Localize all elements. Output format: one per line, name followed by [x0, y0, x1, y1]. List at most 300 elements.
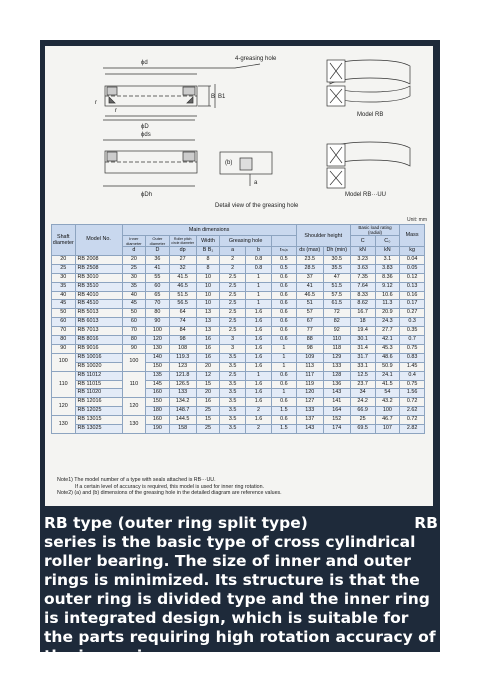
table-cell: 45 — [52, 300, 76, 309]
table-cell: 43.2 — [375, 398, 400, 407]
table-cell: 164 — [323, 407, 350, 416]
table-cell: 7.35 — [350, 273, 375, 282]
table-cell: 0.6 — [271, 398, 296, 407]
table-cell: 2.5 — [220, 371, 246, 380]
table-cell: 1.56 — [400, 389, 425, 398]
table-cell: 16 — [196, 398, 220, 407]
th-C: C — [350, 236, 375, 247]
th-greasing: Greasing hole — [220, 236, 272, 247]
unit-label: Unit: mm — [407, 217, 427, 223]
table-cell: 2 — [246, 407, 272, 416]
table-cell: 27 — [169, 255, 196, 264]
label-ds: ϕds — [141, 132, 151, 138]
table-cell: 25 — [52, 264, 76, 273]
table-row — [52, 407, 425, 416]
table-cell: 54 — [375, 389, 400, 398]
table-cell: RB 3510 — [75, 282, 122, 291]
th-inner: Inner diameter — [122, 236, 146, 247]
table-cell: 0.8 — [246, 255, 272, 264]
table-row — [52, 416, 425, 425]
note-1: Note1) The model number of a type with seals attached is RB···UU. — [57, 477, 216, 483]
th-rmin: rₘᵢₙ — [271, 247, 296, 256]
table-cell: 100 — [146, 327, 170, 336]
table-cell: 41.5 — [375, 380, 400, 389]
spec-table — [51, 224, 425, 434]
th-load: Basic load rating (radial) — [350, 225, 399, 236]
table-cell: 50.9 — [375, 362, 400, 371]
table-cell: 28.5 — [296, 264, 323, 273]
table-cell: 20 — [196, 389, 220, 398]
table-cell: 16 — [196, 336, 220, 345]
table-cell: 0.35 — [400, 327, 425, 336]
table-cell: 1 — [271, 389, 296, 398]
table-cell-shaft: 110 — [52, 371, 76, 398]
bearing-drawings — [45, 46, 433, 218]
table-row — [52, 389, 425, 398]
table-cell-inner: 100 — [122, 353, 146, 371]
table-cell: 0.72 — [400, 416, 425, 425]
table-cell: 40 — [122, 291, 146, 300]
table-cell: 11.3 — [375, 300, 400, 309]
table-cell: 130 — [146, 344, 170, 353]
th-kN1: kN — [350, 247, 375, 256]
table-cell: 129 — [323, 353, 350, 362]
table-cell: 0.13 — [400, 282, 425, 291]
table-row — [52, 282, 425, 291]
table-cell: 0.6 — [271, 309, 296, 318]
table-cell: 141 — [323, 398, 350, 407]
table-cell: 35.5 — [323, 264, 350, 273]
table-cell: 133 — [296, 407, 323, 416]
table-row — [52, 380, 425, 389]
table-cell: RB 7013 — [75, 327, 122, 336]
table-cell: 3.1 — [375, 255, 400, 264]
table-cell: 2.5 — [220, 291, 246, 300]
table-cell: 2.5 — [220, 300, 246, 309]
table-cell: 0.6 — [271, 371, 296, 380]
note-2: Note2) (a) and (b) dimensions of the greasing hole in the detailed diagram are reference values. — [57, 490, 282, 497]
table-cell-inner: 120 — [122, 398, 146, 416]
table-cell: 42.1 — [375, 336, 400, 345]
label-detail-view: Detail view of the greasing hole — [215, 203, 299, 209]
table-cell: 80 — [52, 336, 76, 345]
table-cell: 0.8 — [246, 264, 272, 273]
table-cell: 33.1 — [350, 362, 375, 371]
table-cell: 3 — [220, 336, 246, 345]
table-cell: 123 — [169, 362, 196, 371]
th-mass: Mass — [400, 225, 425, 247]
table-cell: 0.75 — [400, 380, 425, 389]
table-cell: 152 — [323, 416, 350, 425]
table-cell: 0.6 — [271, 416, 296, 425]
table-cell: 2.62 — [400, 407, 425, 416]
table-cell: RB 10016 — [75, 353, 122, 362]
table-cell: 150 — [146, 362, 170, 371]
th-model: Model No. — [75, 225, 122, 256]
table-row — [52, 336, 425, 345]
table-cell: 1.6 — [246, 362, 272, 371]
notes — [57, 477, 282, 497]
table-row — [52, 353, 425, 362]
table-cell: 160 — [146, 416, 170, 425]
spec-table-body — [52, 255, 425, 433]
table-cell: 0.05 — [400, 264, 425, 273]
table-cell: 160 — [146, 389, 170, 398]
th-b: b — [246, 247, 272, 256]
label-r: r — [95, 100, 97, 106]
table-cell: 3 — [220, 344, 246, 353]
table-cell: 46.5 — [169, 282, 196, 291]
table-cell: 3.83 — [375, 264, 400, 273]
label-model-rb: Model RB — [357, 112, 384, 118]
table-cell: RB 10020 — [75, 362, 122, 371]
table-cell: RB 2008 — [75, 255, 122, 264]
table-cell: 0.7 — [400, 336, 425, 345]
table-cell: 1.6 — [246, 398, 272, 407]
th-kN2: kN — [375, 247, 400, 256]
table-cell: RB 8016 — [75, 336, 122, 345]
table-cell: 50 — [52, 309, 76, 318]
table-cell: 41 — [296, 282, 323, 291]
table-cell: RB 11015 — [75, 380, 122, 389]
table-cell: 50 — [122, 309, 146, 318]
table-cell: 137 — [296, 416, 323, 425]
table-cell: 46.5 — [296, 291, 323, 300]
table-cell: 113 — [296, 362, 323, 371]
table-cell: 35 — [122, 282, 146, 291]
table-row — [52, 362, 425, 371]
table-row — [52, 273, 425, 282]
table-cell: 3.5 — [220, 425, 246, 434]
table-cell: 1.6 — [246, 327, 272, 336]
table-cell: 144.5 — [169, 416, 196, 425]
table-cell: RB 5013 — [75, 309, 122, 318]
table-cell: 3.5 — [220, 380, 246, 389]
table-cell-shaft: 120 — [52, 398, 76, 416]
table-cell: 8 — [196, 255, 220, 264]
table-cell: 145 — [146, 380, 170, 389]
table-cell: RB 13025 — [75, 425, 122, 434]
table-cell: 2.82 — [400, 425, 425, 434]
table-cell: 72 — [323, 309, 350, 318]
table-cell: 121.8 — [169, 371, 196, 380]
table-cell: 1 — [246, 291, 272, 300]
table-cell: 1 — [246, 371, 272, 380]
table-cell: 18 — [350, 318, 375, 327]
label-b1: B1 — [218, 94, 226, 100]
table-cell: 70 — [122, 327, 146, 336]
table-cell: 92 — [323, 327, 350, 336]
table-cell: 127 — [296, 398, 323, 407]
table-cell: 1.6 — [246, 380, 272, 389]
table-cell: 48.6 — [375, 353, 400, 362]
table-cell-inner: 110 — [122, 371, 146, 398]
table-cell: 7.64 — [350, 282, 375, 291]
table-cell: 64 — [169, 309, 196, 318]
table-row — [52, 300, 425, 309]
table-cell: 133 — [323, 362, 350, 371]
table-cell: RB 9016 — [75, 344, 122, 353]
table-cell: 66.9 — [350, 407, 375, 416]
table-cell: RB 12016 — [75, 398, 122, 407]
table-cell: 0.3 — [400, 318, 425, 327]
table-cell: 2.5 — [220, 318, 246, 327]
table-cell: 60 — [146, 282, 170, 291]
table-cell: 1.6 — [246, 336, 272, 345]
label-a-small: a — [254, 180, 258, 186]
table-cell: 98 — [169, 336, 196, 345]
table-cell: 0.6 — [271, 380, 296, 389]
table-cell: 0.5 — [271, 264, 296, 273]
table-cell: 41.5 — [169, 273, 196, 282]
table-cell: 25 — [350, 416, 375, 425]
table-cell: 10 — [196, 300, 220, 309]
table-cell: 143 — [323, 389, 350, 398]
table-cell: 1.6 — [246, 389, 272, 398]
table-cell: 0.6 — [271, 291, 296, 300]
table-cell: 3.5 — [220, 362, 246, 371]
table-cell: 3.5 — [220, 398, 246, 407]
th-rmin-top — [271, 236, 296, 247]
table-cell: 46.7 — [375, 416, 400, 425]
table-cell: 13 — [196, 327, 220, 336]
caption — [44, 514, 438, 666]
label-model-rb-uu: Model RB···UU — [345, 192, 387, 198]
table-cell: 120 — [296, 389, 323, 398]
table-cell: 27.7 — [375, 327, 400, 336]
th-kg: kg — [400, 247, 425, 256]
table-cell: 98 — [296, 344, 323, 353]
table-cell: 3.5 — [220, 416, 246, 425]
th-main-dimensions: Main dimensions — [122, 225, 296, 236]
table-cell: RB 13015 — [75, 416, 122, 425]
table-cell: 0.6 — [271, 318, 296, 327]
table-row — [52, 309, 425, 318]
table-row — [52, 318, 425, 327]
table-cell: 128 — [323, 371, 350, 380]
table-cell: 135 — [146, 371, 170, 380]
table-cell: RB 11020 — [75, 389, 122, 398]
table-cell: 3.5 — [220, 353, 246, 362]
table-cell: 1.5 — [271, 407, 296, 416]
table-cell: 133 — [169, 389, 196, 398]
table-cell: 140 — [146, 353, 170, 362]
table-cell: 2.5 — [220, 327, 246, 336]
table-cell: 1.6 — [246, 353, 272, 362]
table-cell: 13 — [196, 309, 220, 318]
table-cell: 45 — [122, 300, 146, 309]
table-cell: 136 — [323, 380, 350, 389]
table-cell: RB 12025 — [75, 407, 122, 416]
table-cell: 10 — [196, 273, 220, 282]
table-cell: 2.5 — [220, 273, 246, 282]
th-ds: ds (max) — [296, 247, 323, 256]
table-cell: 1 — [246, 273, 272, 282]
table-row — [52, 264, 425, 273]
table-cell: 80 — [146, 309, 170, 318]
table-cell: 0.12 — [400, 273, 425, 282]
table-cell: 143 — [296, 425, 323, 434]
table-cell: 10.6 — [375, 291, 400, 300]
table-cell: 30 — [52, 273, 76, 282]
spec-sheet — [45, 46, 433, 506]
table-cell: 15 — [196, 380, 220, 389]
table-cell: 107 — [375, 425, 400, 434]
table-cell: 0.6 — [271, 327, 296, 336]
table-cell: 108 — [169, 344, 196, 353]
table-cell: 84 — [169, 327, 196, 336]
table-cell: 30 — [122, 273, 146, 282]
table-cell: 20.9 — [375, 309, 400, 318]
table-cell: 2.5 — [220, 309, 246, 318]
label-greasing-hole: 4-greasing hole — [235, 56, 277, 62]
table-cell: 2.5 — [220, 282, 246, 291]
table-row — [52, 425, 425, 434]
table-cell: 24.2 — [350, 398, 375, 407]
table-cell: 148.7 — [169, 407, 196, 416]
table-cell: 77 — [296, 327, 323, 336]
table-cell: 1.5 — [271, 425, 296, 434]
label-b-small: (b) — [225, 160, 233, 166]
table-cell-inner: 130 — [122, 416, 146, 434]
table-cell: 3.23 — [350, 255, 375, 264]
table-cell: 1 — [271, 362, 296, 371]
th-dh: Dh (min) — [323, 247, 350, 256]
label-dh: ϕDh — [141, 192, 153, 198]
table-cell: 126.5 — [169, 380, 196, 389]
table-cell: 0.17 — [400, 300, 425, 309]
table-cell: 1.6 — [246, 416, 272, 425]
table-cell: 23.7 — [350, 380, 375, 389]
table-cell: RB 3010 — [75, 273, 122, 282]
table-cell: 31.4 — [350, 344, 375, 353]
table-cell: 51 — [296, 300, 323, 309]
table-cell: 37 — [296, 273, 323, 282]
table-cell: 3.63 — [350, 264, 375, 273]
table-cell: 0.27 — [400, 309, 425, 318]
caption-title: RB type (outer ring split type) — [44, 514, 308, 532]
table-cell: 51.5 — [169, 291, 196, 300]
th-a: a — [220, 247, 246, 256]
table-cell: 23.5 — [296, 255, 323, 264]
table-cell: 70 — [146, 300, 170, 309]
table-cell: 34 — [350, 389, 375, 398]
table-cell: 2 — [220, 255, 246, 264]
table-cell: 74 — [169, 318, 196, 327]
table-cell: 10 — [196, 291, 220, 300]
table-cell: 70 — [52, 327, 76, 336]
table-cell: 65 — [146, 291, 170, 300]
table-cell: 0.04 — [400, 255, 425, 264]
th-outer: Outer diameter — [146, 236, 170, 247]
table-cell: 88 — [296, 336, 323, 345]
table-cell: 61.5 — [323, 300, 350, 309]
table-cell: 20 — [196, 362, 220, 371]
table-cell: RB 2508 — [75, 264, 122, 273]
table-cell: 0.6 — [271, 273, 296, 282]
table-cell: 19.4 — [350, 327, 375, 336]
table-cell: 0.72 — [400, 398, 425, 407]
table-cell: 16 — [196, 344, 220, 353]
table-cell: 1 — [271, 344, 296, 353]
table-cell: 20 — [122, 255, 146, 264]
table-cell: RB 4510 — [75, 300, 122, 309]
table-cell: 0.75 — [400, 344, 425, 353]
table-cell: 0.6 — [271, 282, 296, 291]
table-cell: 30.1 — [350, 336, 375, 345]
table-cell: 119 — [296, 380, 323, 389]
table-cell: 180 — [146, 407, 170, 416]
table-cell: 1.6 — [246, 344, 272, 353]
table-cell: 120 — [146, 336, 170, 345]
table-cell: 1 — [271, 353, 296, 362]
table-cell: 0.6 — [271, 336, 296, 345]
table-cell: 82 — [323, 318, 350, 327]
th-B: B B₁ — [196, 247, 220, 256]
table-cell: 32 — [169, 264, 196, 273]
table-row — [52, 398, 425, 407]
table-cell: 117 — [296, 371, 323, 380]
table-cell: 30.5 — [323, 255, 350, 264]
table-cell: 16 — [196, 353, 220, 362]
th-C0: C₀ — [375, 236, 400, 247]
table-cell: 12 — [196, 371, 220, 380]
table-cell: 16.7 — [350, 309, 375, 318]
table-cell: 0.16 — [400, 291, 425, 300]
table-cell: RB 11012 — [75, 371, 122, 380]
table-cell: 55 — [146, 273, 170, 282]
th-shoulder: Shoulder height — [296, 225, 350, 247]
table-cell: 56.5 — [169, 300, 196, 309]
table-row — [52, 255, 425, 264]
table-cell-shaft: 100 — [52, 353, 76, 371]
table-cell: 3.5 — [220, 389, 246, 398]
table-cell: 80 — [122, 336, 146, 345]
th-width: Width — [196, 236, 220, 247]
th-d: d — [122, 247, 146, 256]
table-cell: RB 4010 — [75, 291, 122, 300]
table-cell: 24.1 — [375, 371, 400, 380]
table-cell: 67 — [296, 318, 323, 327]
table-cell: 9.12 — [375, 282, 400, 291]
table-row — [52, 371, 425, 380]
table-cell: 15 — [196, 416, 220, 425]
th-D: D — [146, 247, 170, 256]
table-cell: 134.2 — [169, 398, 196, 407]
table-cell: 174 — [323, 425, 350, 434]
table-cell: 2 — [220, 264, 246, 273]
table-cell: 3.5 — [220, 407, 246, 416]
table-cell: 190 — [146, 425, 170, 434]
table-cell: 100 — [375, 407, 400, 416]
table-cell: 41 — [146, 264, 170, 273]
label-OD: ϕD — [141, 124, 149, 130]
table-cell: 24.3 — [375, 318, 400, 327]
caption-series: RB — [414, 514, 438, 532]
table-cell: 158 — [169, 425, 196, 434]
label-r2: r — [115, 108, 117, 114]
table-cell: 51.5 — [323, 282, 350, 291]
note-1b: If a certain level of accuracy is required, this model is used for inner ring rotation. — [75, 483, 265, 490]
table-cell: 119.3 — [169, 353, 196, 362]
th-shaft: Shaft diameter — [52, 225, 76, 256]
table-cell: 2 — [246, 425, 272, 434]
table-cell: 8.62 — [350, 300, 375, 309]
table-cell: RB 6013 — [75, 318, 122, 327]
table-cell-shaft: 130 — [52, 416, 76, 434]
table-cell: 69.5 — [350, 425, 375, 434]
table-cell: 1.6 — [246, 318, 272, 327]
